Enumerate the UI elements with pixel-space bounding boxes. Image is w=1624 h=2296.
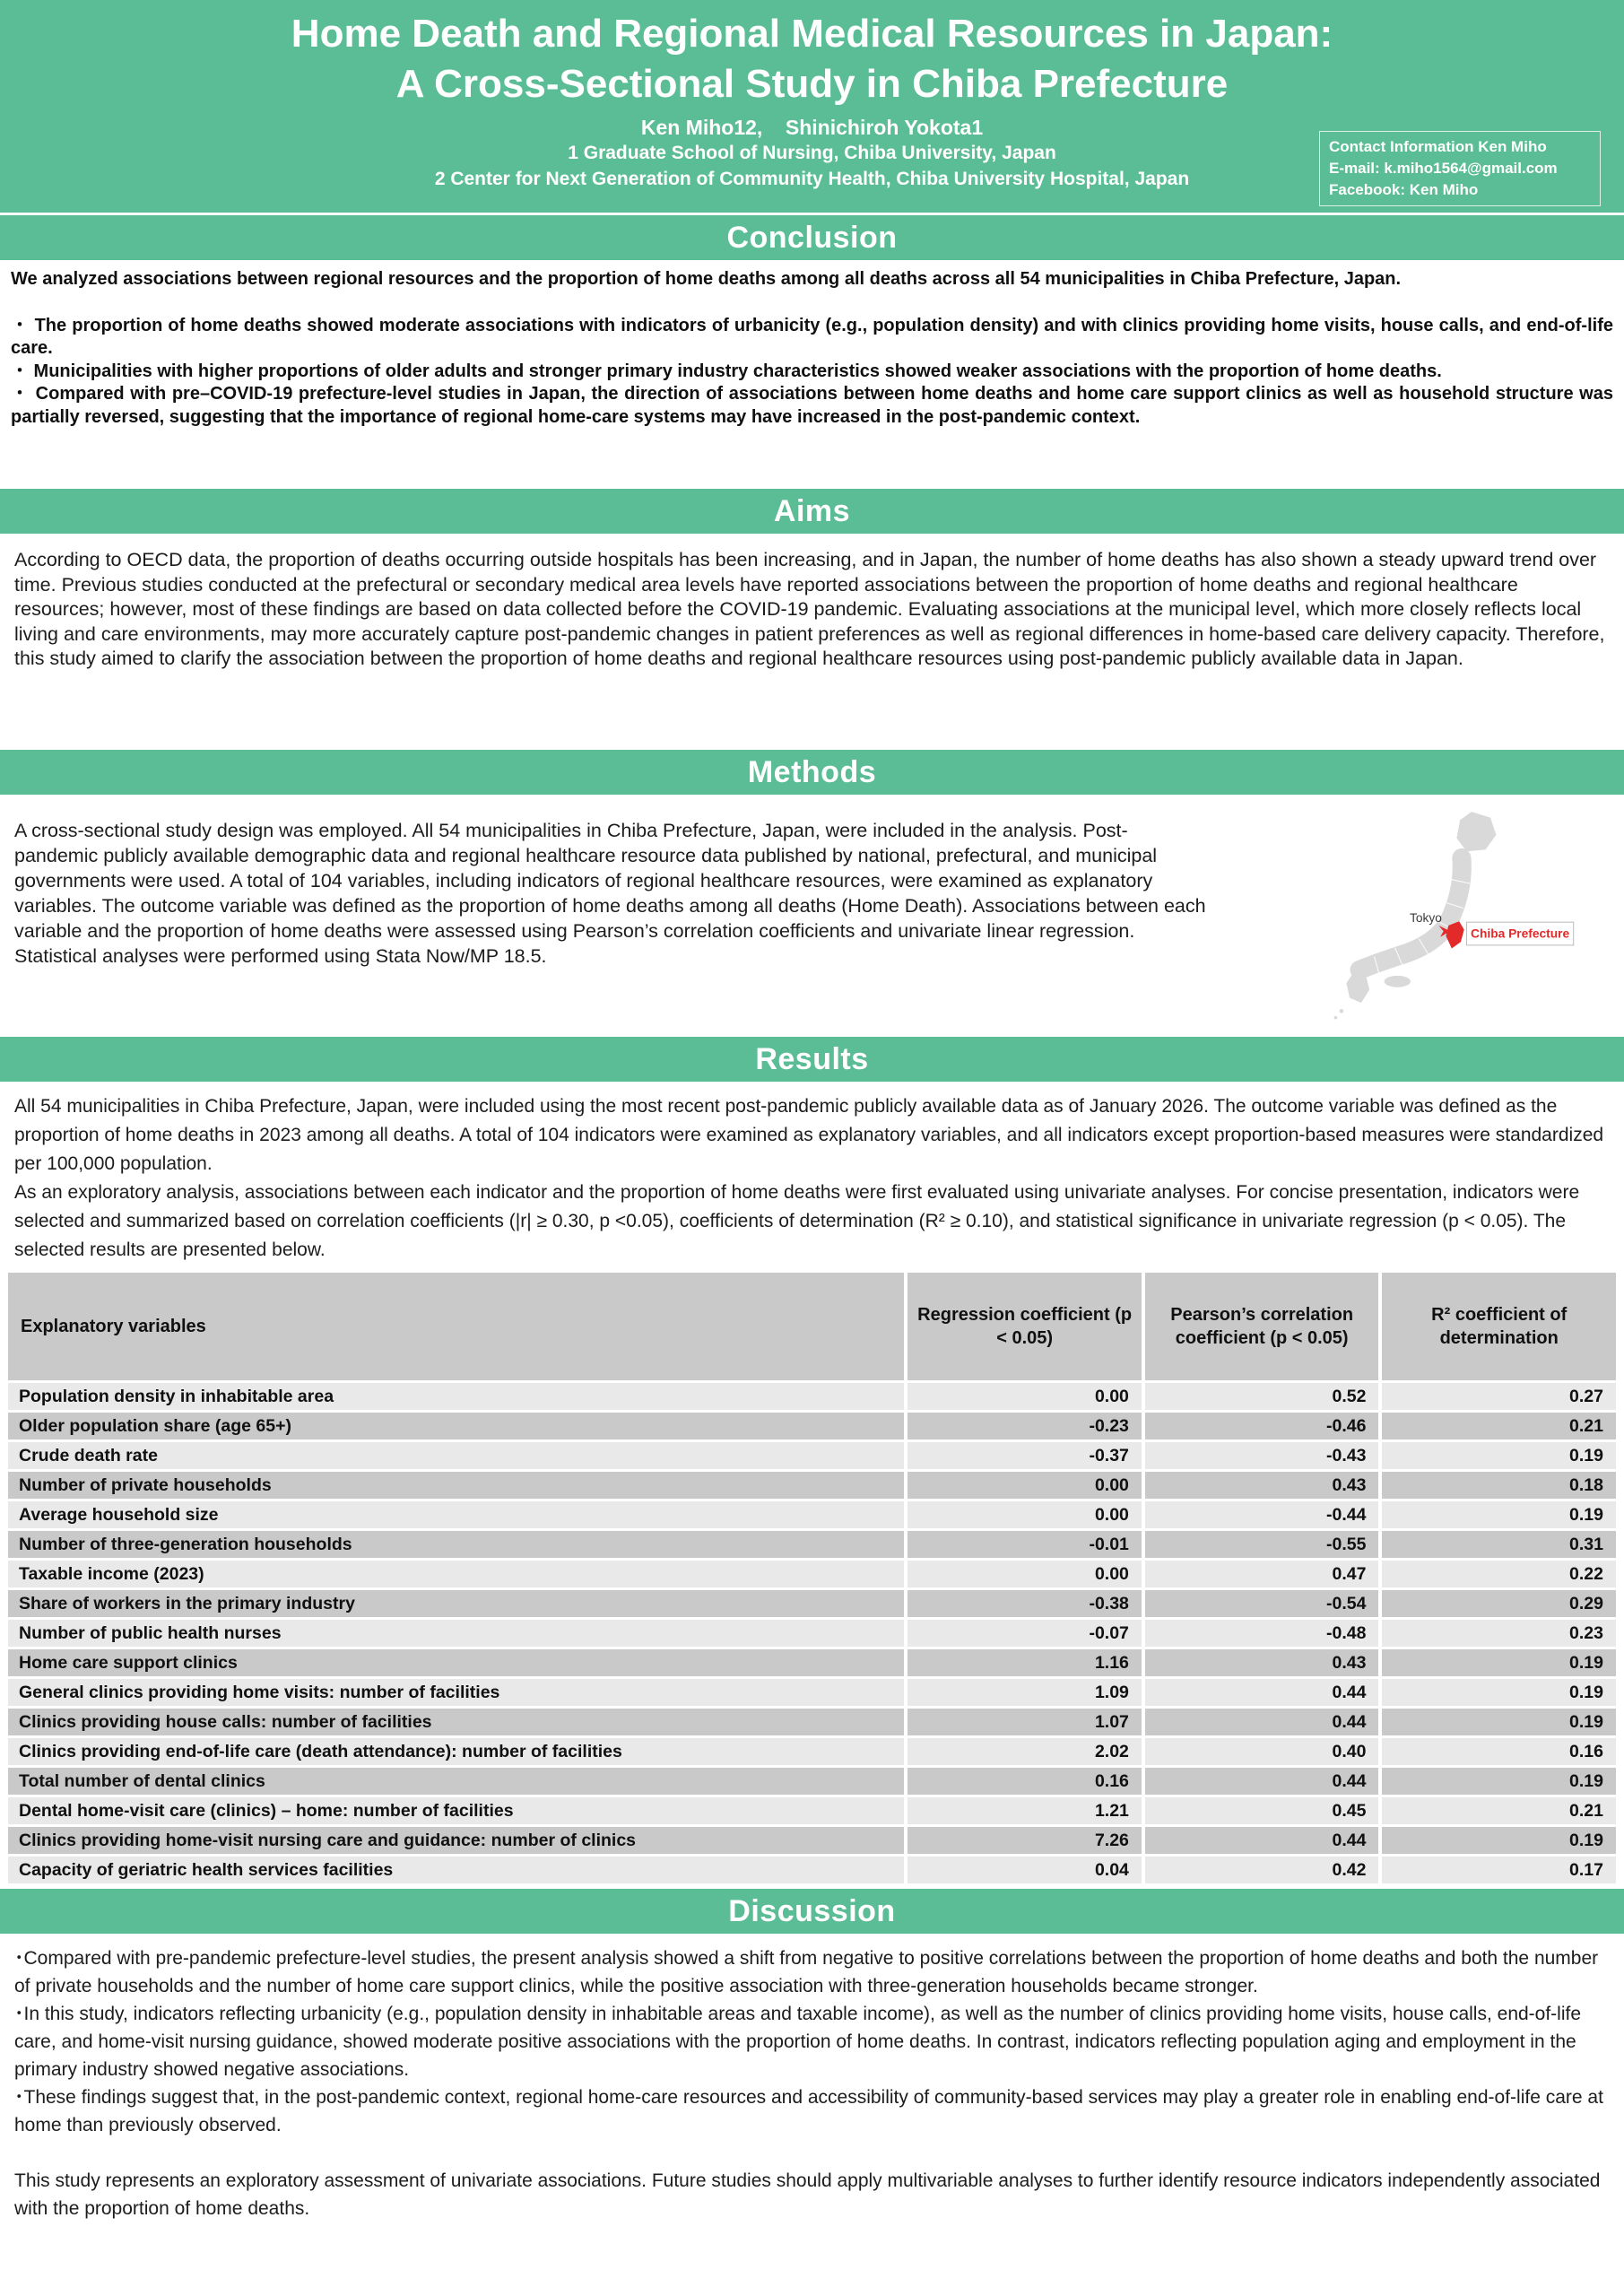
value-cell: 0.45: [1145, 1797, 1379, 1824]
methods-heading: Methods: [747, 754, 877, 789]
authors-line: Ken Miho12, Shinichiroh Yokota1: [640, 116, 984, 139]
value-cell: -0.43: [1145, 1442, 1379, 1469]
value-cell: 0.00: [908, 1501, 1142, 1528]
variable-cell: Clinics providing end-of-life care (death attendance): number of facilities: [8, 1738, 904, 1765]
variable-cell: Number of private households: [8, 1472, 904, 1499]
value-cell: 0.19: [1382, 1649, 1616, 1676]
value-cell: 0.44: [1145, 1709, 1379, 1735]
island-dot: [1340, 1009, 1344, 1013]
kyushu-shape: [1346, 973, 1369, 1003]
table-row: [8, 1620, 1616, 1647]
section-bar-conclusion: [0, 213, 1624, 260]
chiba-region: [1446, 921, 1463, 948]
value-cell: 0.44: [1145, 1679, 1379, 1706]
value-cell: 0.21: [1382, 1797, 1616, 1824]
section-bar-results: [0, 1034, 1624, 1082]
table-row: [8, 1561, 1616, 1587]
methods-paragraph: A cross-sectional study design was employed. All 54 municipalities in Chiba Prefecture, Japan, were included in the analysis. Post-pandemic publicly available demographic data and regional healthcare resource data published by national, prefectural, and municipal governments were used. A total of 104 variables, including indicators of regional healthcare resources, were examined as explanatory variables. The outcome variable was defined as the proportion of home deaths among all deaths (Home Death). Associations between each variable and the proportion of home deaths were assessed using Pearson’s correlation coefficients and univariate linear regression. Statistical analyses were performed using Stata Now/MP 18.5.: [14, 820, 1206, 967]
japan-map-image: [1319, 804, 1602, 1024]
poster-header: [0, 0, 1624, 213]
variable-cell: Crude death rate: [8, 1442, 904, 1469]
table-row: [8, 1413, 1616, 1439]
aims-section: [0, 534, 1624, 747]
value-cell: -0.55: [1145, 1531, 1379, 1558]
value-cell: -0.46: [1145, 1413, 1379, 1439]
results-table-head: [8, 1273, 1616, 1380]
contact-facebook: Facebook: Ken Miho: [1329, 181, 1479, 198]
table-row: [8, 1501, 1616, 1528]
value-cell: 1.21: [908, 1797, 1142, 1824]
value-cell: 0.19: [1382, 1827, 1616, 1854]
value-cell: 0.19: [1382, 1679, 1616, 1706]
section-bar-discussion: [0, 1886, 1624, 1934]
value-cell: -0.38: [908, 1590, 1142, 1617]
table-row: [8, 1472, 1616, 1499]
conclusion-paragraph: We analyzed associations between regional resources and the proportion of home deaths among all deaths across all 54 municipalities in Chiba Prefecture, Japan.: [11, 269, 1402, 289]
table-row: [8, 1442, 1616, 1469]
discussion-paragraph: ･These findings suggest that, in the post-pandemic context, regional home-care resources and accessibility of community-based services may play a greater role in enabling end-of-life care at home than previously observed.: [14, 2087, 1603, 2135]
section-bar-aims: [0, 486, 1624, 534]
table-row: [8, 1797, 1616, 1824]
discussion-section: [0, 1934, 1624, 2248]
variable-cell: Older population share (age 65+): [8, 1413, 904, 1439]
poster-title: [0, 0, 1624, 109]
japan-map: [1319, 802, 1610, 1029]
aims-paragraph: According to OECD data, the proportion of deaths occurring outside hospitals has been increasing, and in Japan, the number of home deaths has also shown a steady upward trend over time. Previous studies conducted at the prefectural or secondary medical area levels have reported associations between the proportion of home deaths and regional healthcare resources; however, most of these findings are based on data collected before the COVID-19 pandemic. Evaluating associations at the municipal level, which more closely reflects local living and care environments, may more accurately capture post-pandemic changes in patient preferences as well as regional differences in home-based care delivery capacity. Therefore, this study aimed to clarify the association between the proportion of home deaths and regional healthcare resources using post-pandemic publicly available data in Japan.: [14, 549, 1605, 669]
chiba-label: Chiba Prefecture: [1471, 926, 1570, 941]
discussion-heading: Discussion: [728, 1893, 896, 1928]
value-cell: 0.00: [908, 1383, 1142, 1410]
conclusion-heading: Conclusion: [726, 220, 898, 255]
variable-cell: Total number of dental clinics: [8, 1768, 904, 1795]
variable-cell: Dental home-visit care (clinics) – home: number of facilities: [8, 1797, 904, 1824]
value-cell: 0.29: [1382, 1590, 1616, 1617]
value-cell: 0.21: [1382, 1413, 1616, 1439]
section-bar-methods: [0, 747, 1624, 795]
methods-text: [14, 802, 1207, 1029]
value-cell: 0.19: [1382, 1768, 1616, 1795]
value-cell: 0.42: [1145, 1857, 1379, 1883]
column-header-explanatory-variables: Explanatory variables: [8, 1273, 904, 1380]
affiliation-2: 2 Center for Next Generation of Community Health, Chiba University Hospital, Japan: [434, 169, 1190, 189]
aims-heading: Aims: [773, 493, 851, 528]
value-cell: -0.01: [908, 1531, 1142, 1558]
value-cell: 7.26: [908, 1827, 1142, 1854]
variable-cell: Number of three-generation households: [8, 1531, 904, 1558]
results-section: [0, 1082, 1624, 1266]
contact-title: Contact Information Ken Miho: [1329, 138, 1547, 155]
column-header-pearsons-correlation: Pearson’s correlation coefficient (p < 0.05): [1145, 1273, 1379, 1380]
value-cell: 0.00: [908, 1472, 1142, 1499]
value-cell: -0.23: [908, 1413, 1142, 1439]
table-row: [8, 1649, 1616, 1676]
tokyo-label: Tokyo: [1409, 911, 1442, 926]
value-cell: 0.52: [1145, 1383, 1379, 1410]
value-cell: 0.31: [1382, 1531, 1616, 1558]
discussion-paragraph: ･In this study, indicators reflecting urbanicity (e.g., population density in inhabitable areas and taxable income), as well as the number of clinics providing home visits, house calls, end-of-life care, and home-visit nursing guidance, showed moderate positive associations with the proportion of home deaths. In contrast, indicators reflecting population aging and employment in the primary industry showed negative associations.: [14, 2004, 1582, 2080]
conclusion-paragraph: ・ Compared with pre–COVID-19 prefecture-level studies in Japan, the direction of associations between home deaths and home care support clinics as well as household structure was partially reversed, suggesting that the importance of regional home-care systems may have increased in the post-pandemic context.: [11, 384, 1613, 427]
conclusion-paragraph: ・ The proportion of home deaths showed moderate associations with indicators of urbanicity (e.g., population density) and with clinics providing home visits, house calls, and end-of-life care.: [11, 315, 1613, 358]
results-heading: Results: [755, 1041, 869, 1076]
value-cell: 0.43: [1145, 1649, 1379, 1676]
value-cell: -0.37: [908, 1442, 1142, 1469]
value-cell: 0.16: [1382, 1738, 1616, 1765]
results-table-body: [8, 1383, 1616, 1883]
variable-cell: Average household size: [8, 1501, 904, 1528]
value-cell: 0.22: [1382, 1561, 1616, 1587]
value-cell: 0.19: [1382, 1501, 1616, 1528]
conclusion-paragraph: ・ Municipalities with higher proportions of older adults and stronger primary industry characteristics showed weaker associations with the proportion of home deaths.: [11, 361, 1442, 381]
variable-cell: Share of workers in the primary industry: [8, 1590, 904, 1617]
island-dot: [1334, 1016, 1338, 1020]
table-row: [8, 1531, 1616, 1558]
value-cell: 0.40: [1145, 1738, 1379, 1765]
variable-cell: General clinics providing home visits: number of facilities: [8, 1679, 904, 1706]
variable-cell: Capacity of geriatric health services facilities: [8, 1857, 904, 1883]
table-row: [8, 1827, 1616, 1854]
value-cell: 2.02: [908, 1738, 1142, 1765]
shikoku-shape: [1385, 976, 1411, 987]
table-row: [8, 1857, 1616, 1883]
table-row: [8, 1383, 1616, 1410]
value-cell: 0.18: [1382, 1472, 1616, 1499]
value-cell: 0.04: [908, 1857, 1142, 1883]
title-line-2: A Cross-Sectional Study in Chiba Prefecture: [395, 62, 1229, 106]
column-header-r2-determination: R² coefficient of determination: [1382, 1273, 1616, 1380]
discussion-paragraph: ･Compared with pre-pandemic prefecture-level studies, the present analysis showed a shift from negative to positive correlations between the proportion of home deaths and both the number of private households and the number of home care support clinics, while the positive association with three-generation households became stronger.: [14, 1948, 1599, 1996]
value-cell: 0.16: [908, 1768, 1142, 1795]
header-row: [8, 1273, 1616, 1380]
value-cell: 0.44: [1145, 1768, 1379, 1795]
variable-cell: Population density in inhabitable area: [8, 1383, 904, 1410]
value-cell: 0.44: [1145, 1827, 1379, 1854]
conclusion-section: [0, 260, 1624, 486]
results-paragraph: All 54 municipalities in Chiba Prefecture, Japan, were included using the most recent post-pandemic publicly available data as of January 2026. The outcome variable was defined as the proportion of home deaths in 2023 among all deaths. A total of 104 indicators were examined as explanatory variables, and all indicators except proportion-based measures were standardized per 100,000 population.: [14, 1096, 1604, 1174]
variable-cell: Clinics providing house calls: number of facilities: [8, 1709, 904, 1735]
value-cell: -0.54: [1145, 1590, 1379, 1617]
contact-box: [1319, 131, 1601, 206]
value-cell: 1.07: [908, 1709, 1142, 1735]
value-cell: 0.00: [908, 1561, 1142, 1587]
value-cell: 0.23: [1382, 1620, 1616, 1647]
value-cell: -0.44: [1145, 1501, 1379, 1528]
results-table: [4, 1270, 1620, 1886]
table-row: [8, 1709, 1616, 1735]
value-cell: 0.47: [1145, 1561, 1379, 1587]
affiliation-1: 1 Graduate School of Nursing, Chiba University, Japan: [568, 143, 1056, 163]
value-cell: 0.19: [1382, 1709, 1616, 1735]
discussion-paragraph: This study represents an exploratory assessment of univariate associations. Future studies should apply multivariable analyses to further identify resource indicators independently associated with the proportion of home deaths.: [14, 2170, 1601, 2219]
table-row: [8, 1590, 1616, 1617]
value-cell: -0.07: [908, 1620, 1142, 1647]
hokkaido-shape: [1456, 812, 1496, 851]
methods-section: [0, 795, 1624, 1034]
table-row: [8, 1738, 1616, 1765]
variable-cell: Clinics providing home-visit nursing care and guidance: number of clinics: [8, 1827, 904, 1854]
value-cell: 1.16: [908, 1649, 1142, 1676]
variable-cell: Number of public health nurses: [8, 1620, 904, 1647]
value-cell: 0.43: [1145, 1472, 1379, 1499]
value-cell: 0.17: [1382, 1857, 1616, 1883]
title-line-1: Home Death and Regional Medical Resources in Japan:: [291, 12, 1333, 56]
contact-email: E-mail: k.miho1564@gmail.com: [1329, 160, 1558, 177]
variable-cell: Taxable income (2023): [8, 1561, 904, 1587]
value-cell: 1.09: [908, 1679, 1142, 1706]
column-header-regression-coefficient: Regression coefficient (p < 0.05): [908, 1273, 1142, 1380]
value-cell: 0.27: [1382, 1383, 1616, 1410]
value-cell: 0.19: [1382, 1442, 1616, 1469]
variable-cell: Home care support clinics: [8, 1649, 904, 1676]
value-cell: -0.48: [1145, 1620, 1379, 1647]
table-row: [8, 1679, 1616, 1706]
table-row: [8, 1768, 1616, 1795]
results-paragraph: As an exploratory analysis, associations between each indicator and the proportion of home deaths were first evaluated using univariate analyses. For concise presentation, indicators were selected and summarized based on correlation coefficients (|r| ≥ 0.30, p <0.05), coefficients of determination (R² ≥ 0.10), and statistical significance in univariate regression (p < 0.05). The selected results are presented below.: [14, 1182, 1580, 1260]
